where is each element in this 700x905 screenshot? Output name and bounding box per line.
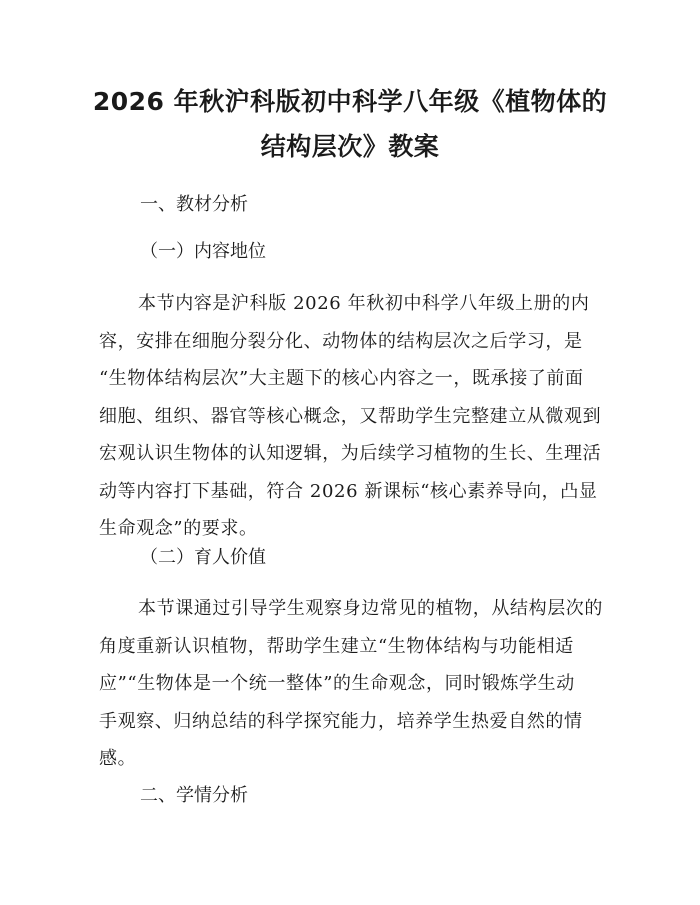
document-title-line-2: 结构层次》教案: [260, 132, 440, 161]
section-heading-learner-analysis: 二、学情分析: [140, 785, 248, 806]
subsection-heading-content-position: （一）内容地位: [140, 241, 266, 262]
paragraph-educational-value: [99, 590, 609, 778]
paragraph-line: 动等内容打下基础，符合 2026 新课标“核心素养导向，凸显: [99, 480, 598, 502]
paragraph-line: 本节内容是沪科版 2026 年秋初中科学八年级上册的内: [138, 293, 590, 314]
paragraph-line: 感。: [99, 748, 137, 769]
paragraph-line: 生命观念”的要求。: [99, 518, 258, 539]
paragraph-line: 宏观认识生物体的认知逻辑，为后续学习植物的生长、生理活: [99, 443, 602, 464]
section-heading-textbook-analysis: 一、教材分析: [140, 194, 248, 215]
subsection-heading-educational-value: （二）育人价值: [140, 547, 266, 568]
paragraph-line: 应”“生物体是一个统一整体”的生命观念，同时锻炼学生动: [99, 673, 575, 694]
paragraph-content-position: [99, 285, 609, 548]
paragraph-line: 细胞、组织、器官等核心概念，又帮助学生完整建立从微观到: [99, 405, 602, 427]
paragraph-line: 本节课通过引导学生观察身边常见的植物，从结构层次的: [138, 598, 603, 619]
paragraph-line: 容，安排在细胞分裂分化、动物体的结构层次之后学习，是: [99, 330, 583, 352]
paragraph-line: “生物体结构层次”大主题下的核心内容之一，既承接了前面: [99, 368, 584, 389]
paragraph-line: 角度重新认识植物，帮助学生建立“生物体结构与功能相适: [99, 635, 574, 657]
paragraph-line: 手观察、归纳总结的科学探究能力，培养学生热爱自然的情: [99, 710, 583, 732]
document-title-line-1: 2026 年秋沪科版初中科学八年级《植物体的: [92, 87, 608, 116]
